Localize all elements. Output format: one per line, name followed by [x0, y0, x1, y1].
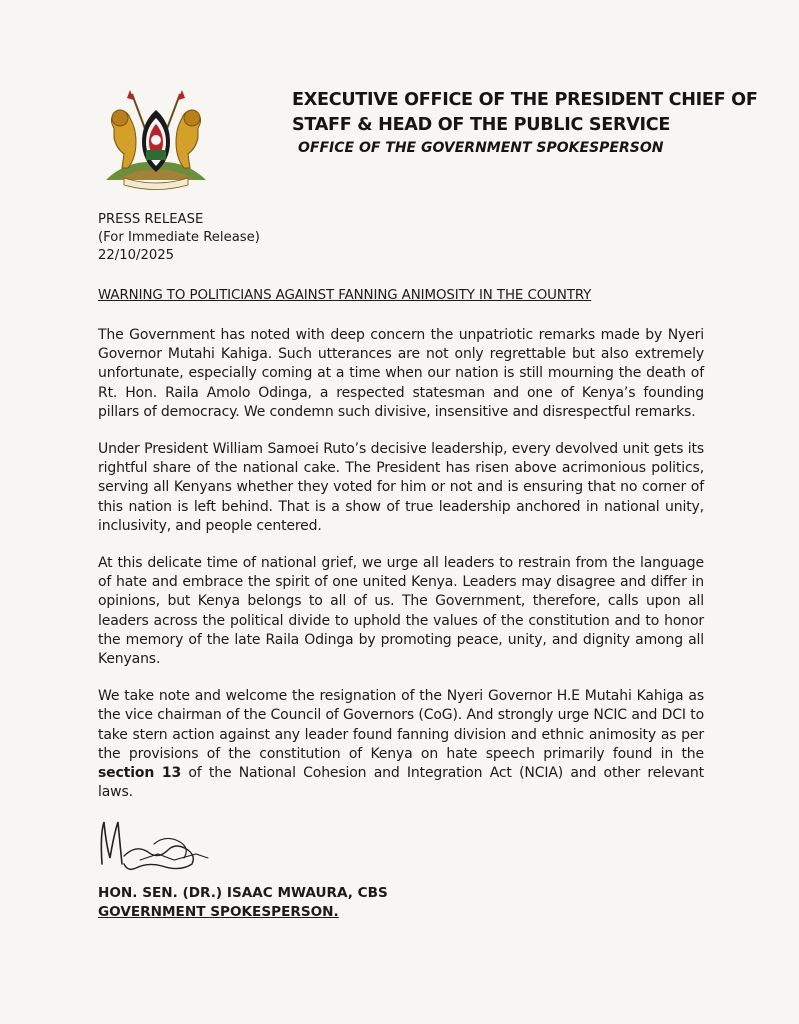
paragraph-4-text: We take note and welcome the resignation of the Nyeri Governor H.E Mutahi Kahiga as the vice chairman of the Council of Governors (CoG). And strongly urge NCIC and DCI to take stern action against any leader found fanning division and ethnic animosity as per the provisions of the constitution of Kenya on hate speech primarily found in the	[98, 688, 704, 762]
signatory-block	[98, 884, 388, 922]
release-instruction: (For Immediate Release)	[98, 230, 260, 245]
paragraph-4-text-end: of the National Cohesion and Integration Act (NCIA) and other relevant laws.	[98, 765, 704, 801]
paragraph-3: At this delicate time of national grief, we urge all leaders to restrain from the language of hate and embrace the spirit of one united Kenya. Leaders may disagree and differ in opinions, but Kenya belongs to all of us. The Government, therefore, calls upon all leaders across the political divide to uphold the values of the constitution and to honor the memory of the late Raila Odinga by promoting peace, unity, and dignity among all Kenyans.	[98, 555, 704, 668]
paragraph-4	[98, 687, 704, 802]
signatory-name: HON. SEN. (DR.) ISAAC MWAURA, CBS	[98, 885, 388, 901]
release-meta	[98, 211, 260, 265]
paragraph-1: The Government has noted with deep concern the unpatriotic remarks made by Nyeri Governor Mutahi Kahiga. Such utterances are not only regrettable but also extremely unfortunate, especially coming at a time when our nation is still mourning the death of Rt. Hon. Raila Amolo Odinga, a respected statesman and one of Kenya’s founding pillars of democracy. We condemn such divisive, insensitive and disrespectful remarks.	[98, 327, 704, 420]
letterhead-line-2: STAFF & HEAD OF THE PUBLIC SERVICE	[292, 115, 671, 135]
release-kind: PRESS RELEASE	[98, 212, 204, 227]
signature-icon	[96, 814, 214, 876]
letterhead-office: OFFICE OF THE GOVERNMENT SPOKESPERSON	[298, 140, 664, 156]
paragraph-4-section-ref: section 13	[98, 765, 182, 782]
coat-of-arms-icon	[96, 88, 216, 192]
paragraph-2: Under President William Samoei Ruto’s decisive leadership, every devolved unit gets its rightful share of the national cake. The President has risen above acrimonious politics, serving all Kenyans whether they voted for him or not and is ensuring that no corner of this nation is left behind. That is a show of true leadership anchored in national unity, inclusivity, and people centered.	[98, 441, 704, 534]
letterhead-line-1: EXECUTIVE OFFICE OF THE PRESIDENT CHIEF OF	[292, 90, 758, 110]
signatory-role: GOVERNMENT SPOKESPERSON.	[98, 904, 339, 920]
letterhead	[292, 88, 792, 158]
release-date: 22/10/2025	[98, 248, 175, 263]
press-release-title: WARNING TO POLITICIANS AGAINST FANNING ANIMOSITY IN THE COUNTRY	[98, 288, 592, 303]
press-release-body	[98, 326, 704, 820]
